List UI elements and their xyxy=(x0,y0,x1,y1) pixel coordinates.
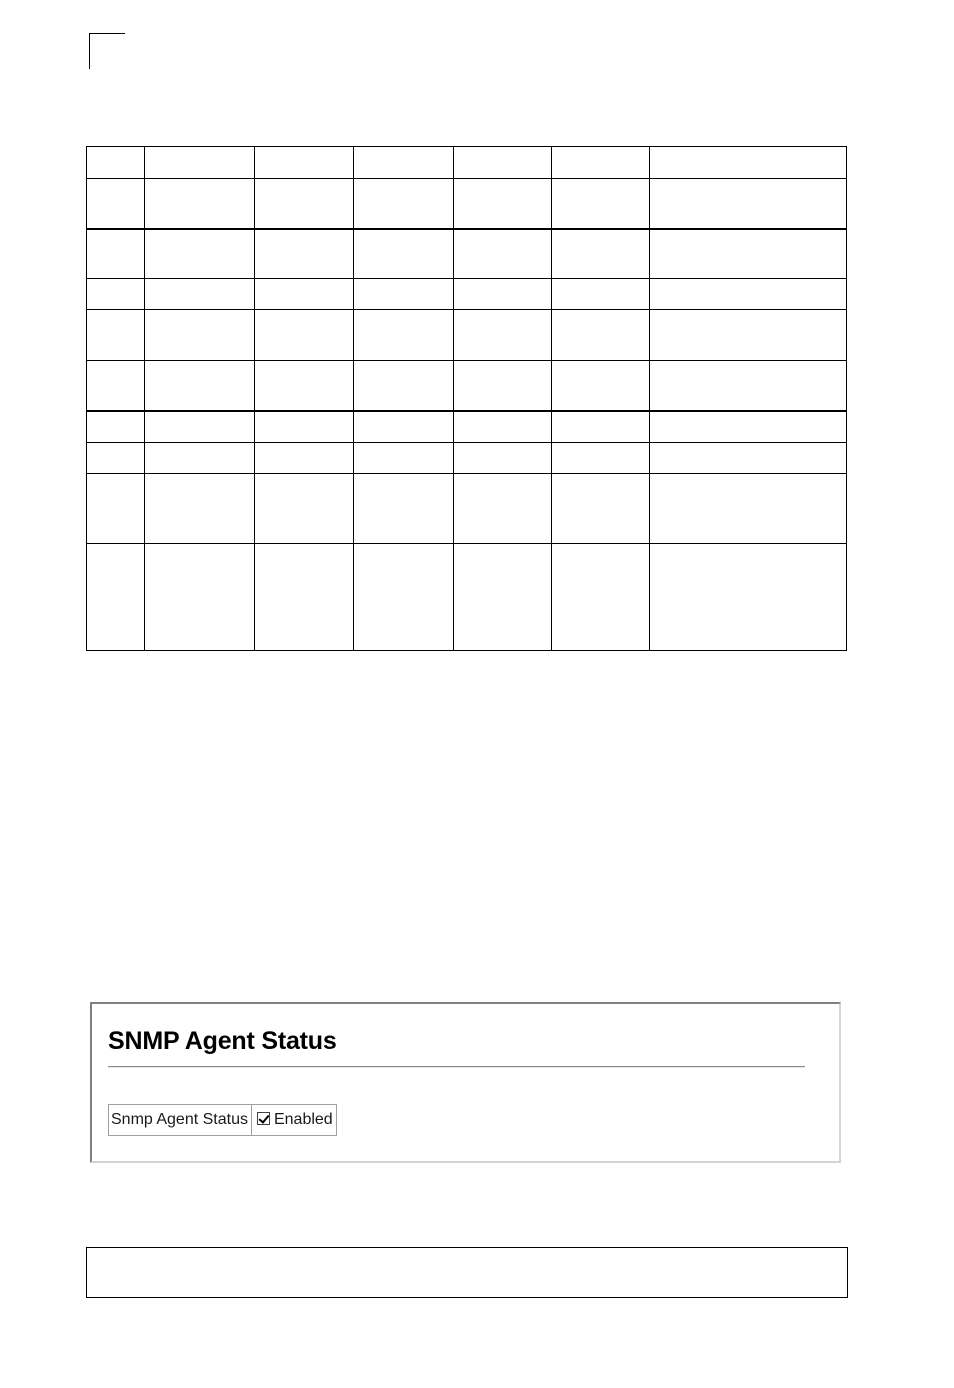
table-row xyxy=(87,411,847,443)
table-row xyxy=(87,474,847,544)
table-row xyxy=(87,361,847,411)
table-row xyxy=(87,544,847,651)
enabled-field xyxy=(251,1105,336,1136)
table-row xyxy=(87,179,847,229)
empty-grid-table xyxy=(86,146,847,651)
table-row xyxy=(87,229,847,279)
panel-title: SNMP Agent Status xyxy=(108,1027,337,1055)
table-row xyxy=(87,147,847,179)
table-row xyxy=(87,443,847,474)
title-divider xyxy=(108,1066,805,1068)
table-row xyxy=(87,310,847,361)
snmp-status-form xyxy=(108,1104,337,1136)
snmp-agent-status-panel xyxy=(90,1002,841,1163)
enabled-label[interactable]: Enabled xyxy=(273,1111,333,1128)
note-box xyxy=(86,1247,848,1298)
enabled-checkbox[interactable] xyxy=(257,1112,270,1125)
snmp-agent-status-label: Snmp Agent Status xyxy=(109,1105,252,1136)
crop-mark xyxy=(89,33,125,69)
form-row xyxy=(109,1105,337,1136)
table-row xyxy=(87,279,847,310)
